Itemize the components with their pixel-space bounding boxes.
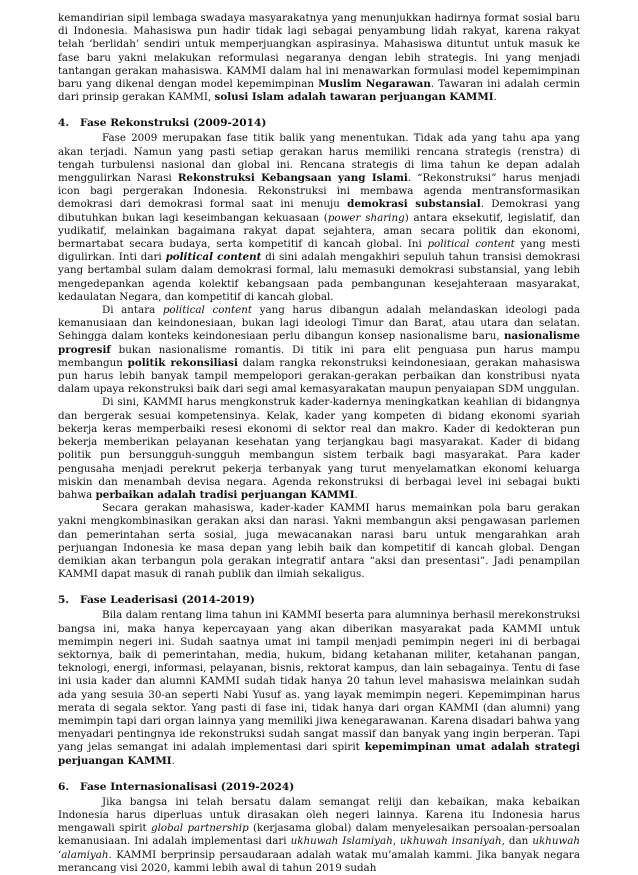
text-run: . KAMMI berprinsip persaudaraan adalah watak mu’amalah kammi. Jika banyak negara merancang visi 2020, kammi lebih awal di tahun 2019 sudah bbox=[58, 848, 580, 874]
text-run: yang mesti digulirkan. Inti dari bbox=[58, 238, 580, 264]
section-5-paragraph-1 bbox=[58, 609, 580, 767]
text-run: . bbox=[354, 488, 358, 501]
section-number: 5. bbox=[58, 594, 70, 607]
section-title: Fase Leaderisasi (2014-2019) bbox=[80, 594, 255, 607]
italic-term: global partnership bbox=[150, 822, 249, 835]
text-run: ) antara eksekutif, legislatif, dan yudikatif, melainkan bagaimana rakyat dapat sejahtera, aman secara politik dan ekonomi, bermartabat secara budaya, serta kompetitif di kancah global. Ini bbox=[58, 211, 581, 251]
text-run: . Demokrasi yang dibutuhkan bukan lagi keseimbangan kekuasaan ( bbox=[58, 198, 580, 224]
section-5-heading bbox=[58, 593, 580, 607]
bold-term: nasionalisme progresif bbox=[58, 330, 580, 356]
italic-term: ukhuwah insaniyah bbox=[400, 835, 502, 848]
section-4-paragraph-2 bbox=[58, 304, 580, 396]
italic-term: political content bbox=[427, 238, 515, 251]
bold-term: perbaikan adalah tradisi perjuangan KAMMI bbox=[95, 488, 355, 501]
bold-italic-term: political content bbox=[165, 251, 262, 264]
text-run: Jika bangsa ini telah bersatu dalam semangat reliji dan kebaikan, maka kebaikan Indonesia harus diperluas untuk dirasakan oleh negeri lainnya. Karena itu Indonesia harus mengawali spirit bbox=[58, 795, 580, 835]
text-run: yang harus dibangun adalah melandaskan ideologi pada kemanusiaan dan keindonesiaan, bukan lagi ideologi Timur dan Barat, atau utara dan selatan. Sehingga dalam konteks keindonesiaan perlu dibangun konsep nasionalisme baru, bbox=[58, 304, 580, 343]
section-title: Fase Rekonstruksi (2009-2014) bbox=[80, 117, 267, 130]
text-run: (kerjasama global) dalam menyelesaikan persoalan-persoalan kemanusiaan. Ini adalah implementasi dari bbox=[58, 822, 580, 848]
text-run: bukan nasionalisme romantis. Di titik ini para elit penguasa pun harus mampu membangun bbox=[58, 343, 580, 369]
text-run: , bbox=[392, 835, 401, 848]
bold-term: politik rekonsiliasi bbox=[127, 356, 238, 369]
section-4-paragraph-1 bbox=[58, 132, 580, 304]
text-run: , dan bbox=[501, 835, 533, 848]
text-run: . bbox=[171, 754, 175, 767]
text-run: Bila dalam rentang lima tahun ini KAMMI beserta para alumninya berhasil merekonstruksi bangsa ini, maka hanya kepercayaan yang akan diberikan masyarakat pada KAMMI untuk memimpin negeri ini. Sudah saatnya umat ini tampil menjadi pemimpin negeri ini di berbagai sektornya, baik di pemerintahan, media, hukum, bidang ketahanan militer, ketahanan pangan, teknologi, energi, informasi, pelayanan, bisnis, rektorat kampus, dan lain sebagainya. Tentu di fase ini usia kader dan alumni KAMMI sudah tidak hanya 20 tahun level mahasiswa melainkan sudah ada yang sesuia 30-an seperti Nabi Yusuf as. yang layak memimpin negeri. Kepemimpinan harus merata di segala sektor. Yang pasti di fase ini, tidak hanya dari organ KAMMI (dan alumni) yang memimpin tapi dari organ lainnya yang memiliki jiwa kenegarawanan. Karena disadari bahwa yang menyadari pentingnya ide rekonstruksi sudah sangat massif dan banyak yang ingin berperan. Tapi yang jelas semangat ini adalah implementasi dari spirit bbox=[58, 609, 580, 754]
text-run: Di antara bbox=[102, 304, 163, 317]
text-run: Fase 2009 merupakan fase titik balik yang menentukan. Tidak ada yang tahu apa yang akan terjadi. Namun yang pasti setiap gerakan harus memiliki rencana strategis (renstra) di tengah turbulensi nasional dan global ini. Rencana strategis di lima tahun ke depan adalah menggulirkan Narasi bbox=[58, 132, 580, 185]
italic-term: political content bbox=[162, 304, 253, 317]
text-run: . bbox=[493, 91, 497, 104]
section-4-heading bbox=[58, 116, 580, 130]
italic-term: ukhuwah ‘alamiyah bbox=[58, 835, 581, 861]
section-number: 4. bbox=[58, 117, 70, 130]
text-run: dalam rangka rekonstruksi keindonesiaan, gerakan mahasiswa pun harus lebih banyak tampil mempelopori gerakan-gerakan perbaikan dan konstribusi nyata dalam upaya rekonstruksi baik dari segi amal kemasyarakatan maupun penyaiapan SDM unggulan. bbox=[58, 356, 580, 396]
bold-term: demokrasi substansial bbox=[347, 198, 481, 211]
bold-term: solusi Islam adalah tawaran perjuangan KAMMI bbox=[214, 91, 494, 104]
section-4-paragraph-3 bbox=[58, 396, 580, 502]
italic-term: ukhuwah Islamiyah bbox=[290, 835, 393, 848]
section-title: Fase Internasionalisasi (2019-2024) bbox=[80, 780, 295, 793]
section-4-paragraph-4: Secara gerakan mahasiswa, kader-kader KAMMI harus memainkan pola baru gerakan yakni mengkombinasikan gerakan aksi dan narasi. Yakni membangun aksi pengawasan parlemen dan pemerintahan serta sosial, juga mewacanakan narasi baru untuk mengarahkan arah perjuangan Indonesia ke masa depan yang lebih baik dan kompetitif di kancah global. Dengan demikian akan terbangun pola gerakan integratif antara “aksi dan presentasi”. Jadi penampilan KAMMI dapat masuk di ranah publik dan ilmiah sekaligus. bbox=[58, 502, 580, 581]
section-6-paragraph-1 bbox=[58, 796, 580, 875]
text-run: kemandirian sipil lembaga swadaya masyarakatnya yang menunjukkan hadirnya format sosial baru di Indonesia. Mahasiswa pun hadir tidak lagi sebagai penyambung lidah rakyat, karena rakyat telah ‘berlidah’ sendiri untuk memperjuangkan aspirasinya. Mahasiswa dituntut untuk masuk ke fase baru yakni melakukan reformulasi negaranya dengan lebih strategis. Ini yang menjadi tantangan gerakan mahasiswa. KAMMI dalam hal ini menawarkan formulasi model kepemimpinan baru yang dikenal dengan model kepemimpinan bbox=[58, 12, 580, 91]
italic-term: power sharing bbox=[327, 211, 405, 224]
text-run: . Tawaran ini adalah cermin dari prinsip gerakan KAMMI, bbox=[58, 78, 580, 104]
text-run: . “Rekonstruksi” harus menjadi icon bagi pergerakan Indonesia. Rekonstruksi ini membawa agenda mentransformasikan demokrasi dari demokrasi formal saat ini menuju bbox=[58, 172, 580, 211]
bold-term: kepemimpinan umat adalah strategi perjuangan KAMMI bbox=[58, 741, 580, 767]
text-run: di sini adalah mengakhiri sepuluh tahun transisi demokrasi yang bertambal sulam dalam demokrasi formal, lalu memasuki demokrasi substansial, yang lebih mengedepankan agenda kolektif kebangsaan pada pembangunan kesejahteraan masyarakat, kedaulatan Negara, dan kompetitif di kancah global. bbox=[58, 251, 581, 303]
text-run: Di sini, KAMMI harus mengkonstruk kader-kadernya meningkatkan keahlian di bidangnya dan bergerak sesuai kompetensinya. Kelak, kader yang kompeten di bidang ekonomi syariah bekerja keras memperbaiki resesi ekonomi di sektor real dan makro. Kader di kedokteran pun bekerja memberikan pelayanan kesehatan yang terjangkau bagi masyarakat. Kader di bidang politik pun bersungguh-sungguh membangun sistem terbaik bagi masyarakat. Para kader pengusaha menjadi perekrut pekerja terbanyak yang turut menyelamatkan ekonomi keluarga miskin dan menambah devisa negara. Agenda rekonstruksi di berbagai level ini sebagai bukti bahwa bbox=[58, 396, 580, 501]
bold-term: Rekonstruksi Kebangsaan yang Islami bbox=[177, 172, 408, 185]
intro-paragraph bbox=[58, 12, 580, 104]
bold-term: Muslim Negarawan bbox=[318, 78, 431, 91]
section-6-heading bbox=[58, 780, 580, 794]
section-number: 6. bbox=[58, 780, 70, 793]
